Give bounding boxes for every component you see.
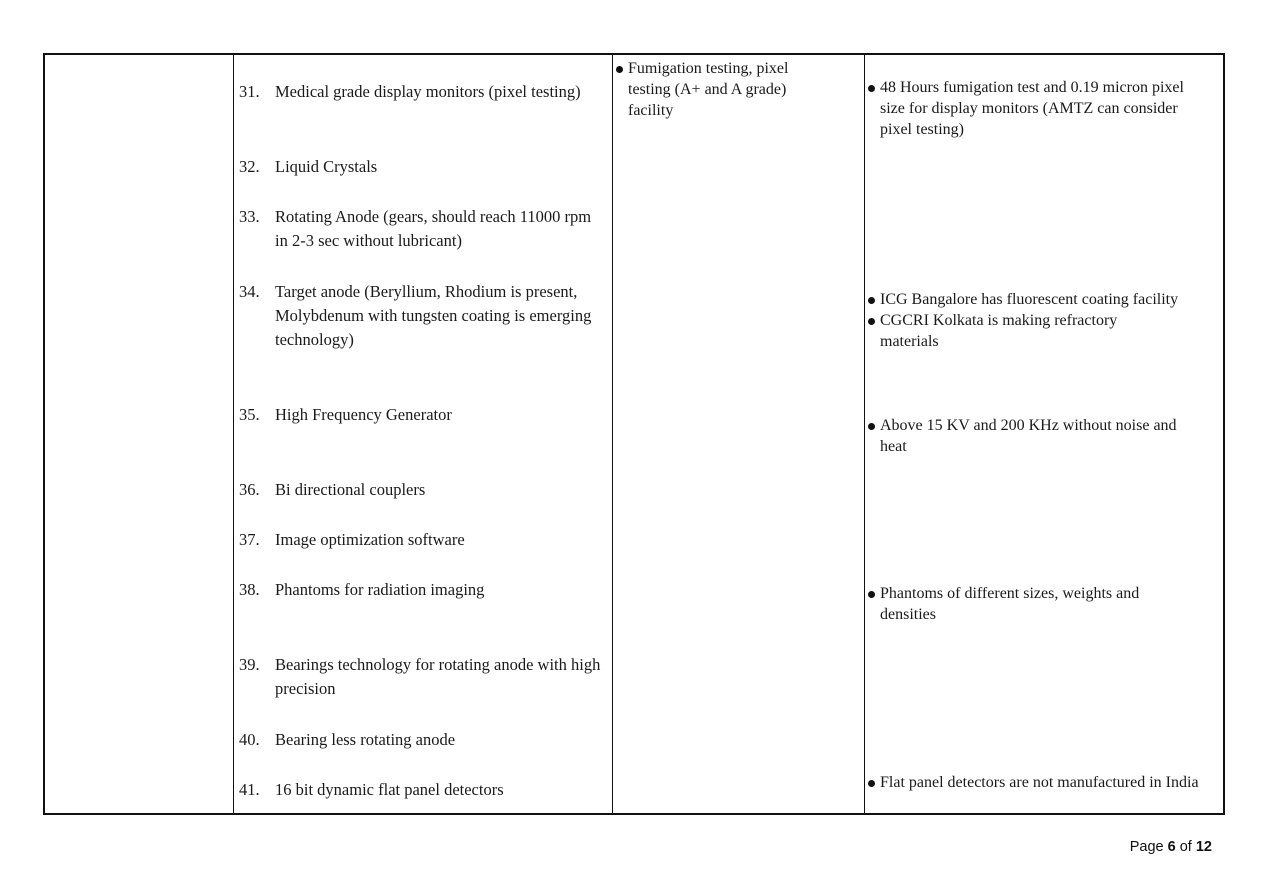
item-number: 33. [239, 207, 260, 226]
page-number [1130, 839, 1212, 855]
remark-text: ICG Bangalore has fluorescent coating facility [880, 291, 1179, 308]
remark-text: 48 Hours fumigation test and 0.19 micron pixel size for display monitors (AMTZ can consider pixel testing) [880, 79, 1184, 138]
bullet-icon [868, 85, 875, 92]
column-divider-2 [612, 55, 613, 813]
requirements-table [43, 53, 1225, 815]
current-page: 6 [1167, 839, 1176, 855]
page-label-prefix: Page [1129, 839, 1168, 855]
item-text: Image optimization software [275, 530, 465, 549]
item-text: Bearings technology for rotating anode with high precision [275, 655, 601, 698]
remark-text: Above 15 KV and 200 KHz without noise and heat [880, 417, 1177, 455]
page-label-middle: of [1175, 839, 1196, 855]
total-pages: 12 [1195, 839, 1212, 855]
bullet-icon [868, 318, 875, 325]
remark-text: Flat panel detectors are not manufactured in India [880, 774, 1199, 791]
item-number: 31. [239, 82, 260, 101]
item-number: 41. [239, 780, 260, 799]
item-text: Target anode (Beryllium, Rhodium is present, Molybdenum with tungsten coating is emerging technology) [275, 282, 592, 349]
facility-note-text: Fumigation testing, pixel testing (A+ and A grade) facility [628, 60, 789, 119]
item-text: Rotating Anode (gears, should reach 11000 rpm in 2-3 sec without lubricant) [275, 207, 592, 250]
item-number: 38. [239, 580, 260, 599]
item-text: Bearing less rotating anode [275, 730, 456, 749]
item-number: 32. [239, 157, 260, 176]
item-text: High Frequency Generator [275, 405, 452, 424]
bullet-icon [616, 66, 623, 73]
item-number: 40. [239, 730, 260, 749]
remark-text: Phantoms of different sizes, weights and densities [880, 585, 1140, 623]
bullet-icon [868, 423, 875, 430]
bullet-icon [868, 591, 875, 598]
item-text: 16 bit dynamic flat panel detectors [275, 780, 504, 799]
bullet-icon [868, 780, 875, 787]
item-text: Bi directional couplers [275, 480, 426, 499]
bullet-icon [868, 297, 875, 304]
item-number: 37. [239, 530, 260, 549]
item-text: Liquid Crystals [275, 157, 378, 176]
item-text: Medical grade display monitors (pixel testing) [275, 82, 581, 101]
column-divider-1 [233, 55, 234, 813]
item-number: 35. [239, 405, 260, 424]
item-text: Phantoms for radiation imaging [275, 580, 485, 599]
column-divider-3 [864, 55, 865, 813]
item-number: 39. [239, 655, 260, 674]
item-number: 34. [239, 282, 260, 301]
item-number: 36. [239, 480, 260, 499]
remark-text: CGCRI Kolkata is making refractory materials [880, 312, 1118, 350]
